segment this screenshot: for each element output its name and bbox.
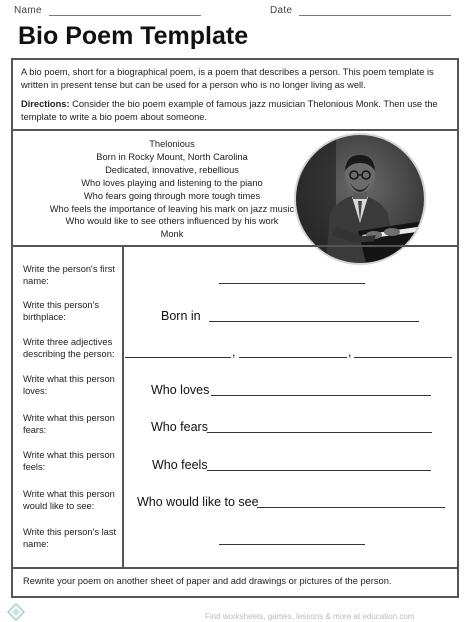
prompt-birthplace: Write this person's birthplace: bbox=[23, 300, 100, 322]
feels-lead: Who feels bbox=[152, 458, 208, 472]
intro-section bbox=[21, 66, 449, 130]
prompt-first-name: Write the person's first name: bbox=[23, 264, 116, 286]
column-divider bbox=[122, 246, 124, 568]
example-line: Who fears going through more tough times bbox=[83, 190, 261, 201]
feels-line[interactable] bbox=[207, 470, 431, 471]
name-line[interactable] bbox=[49, 6, 201, 16]
would-like-line[interactable] bbox=[257, 507, 445, 508]
example-line: Thelonious bbox=[149, 139, 195, 149]
prompt-feels: Write what this person feels: bbox=[23, 450, 115, 472]
example-line: Who would like to see others influenced by his work bbox=[65, 216, 279, 227]
first-name-line[interactable] bbox=[219, 283, 365, 284]
prompt-loves: Write what this person loves: bbox=[23, 374, 115, 396]
directions-label: Directions: bbox=[21, 99, 70, 109]
example-line: Who feels the importance of leaving his mark on jazz music bbox=[49, 203, 295, 214]
education-logo-icon bbox=[6, 602, 26, 622]
adjective-line-2[interactable] bbox=[239, 357, 347, 358]
example-line: Who loves playing and listening to the piano bbox=[81, 177, 263, 188]
fears-line[interactable] bbox=[207, 432, 432, 433]
example-line: Dedicated, innovative, rebellious bbox=[105, 164, 239, 175]
prompt-adjectives: Write three adjectives describing the person: bbox=[23, 337, 115, 359]
name-label: Name bbox=[14, 5, 42, 16]
directions-text: Consider the bio poem example of famous jazz musician Thelonious Monk. Then use the template to write a bio poem about someone. bbox=[21, 99, 438, 122]
example-line: Monk bbox=[160, 229, 184, 240]
site-credit: Find worksheets, games, lessons & more at education.com bbox=[205, 612, 415, 621]
footer-instructions: Rewrite your poem on another sheet of paper and add drawings or pictures of the person. bbox=[23, 576, 392, 586]
adjective-comma-2: , bbox=[348, 345, 352, 359]
date-field[interactable] bbox=[270, 5, 451, 16]
adjective-comma-1: , bbox=[232, 345, 236, 359]
last-name-line[interactable] bbox=[219, 544, 365, 545]
intro-divider bbox=[13, 129, 457, 131]
loves-line[interactable] bbox=[211, 395, 431, 396]
loves-row bbox=[151, 383, 209, 397]
example-divider bbox=[13, 245, 457, 247]
prompt-last-name: Write this person's last name: bbox=[23, 527, 117, 549]
musician-photo bbox=[296, 135, 424, 263]
example-line: Born in Rocky Mount, North Carolina bbox=[96, 151, 248, 162]
name-field[interactable] bbox=[14, 5, 201, 16]
birthplace-row bbox=[161, 309, 201, 323]
example-poem bbox=[13, 138, 331, 241]
loves-lead: Who loves bbox=[151, 383, 210, 397]
fears-row bbox=[151, 420, 208, 434]
footer-divider bbox=[13, 567, 457, 569]
prompt-would-like: Write what this person would like to see: bbox=[23, 489, 115, 511]
intro-directions bbox=[21, 98, 449, 123]
date-label: Date bbox=[270, 5, 293, 16]
page-title: Bio Poem Template bbox=[18, 22, 249, 50]
date-line[interactable] bbox=[299, 6, 451, 16]
worksheet-box bbox=[11, 58, 459, 598]
feels-row bbox=[152, 458, 208, 472]
adjective-line-1[interactable] bbox=[125, 357, 231, 358]
would-like-row bbox=[137, 495, 259, 509]
photo-illustration bbox=[296, 135, 424, 263]
intro-description: A bio poem, short for a biographical poem, is a poem that describes a person. This poem template is written in present tense but can be used for a person who is no longer living as well. bbox=[21, 67, 434, 90]
fears-lead: Who fears bbox=[151, 420, 208, 434]
birthplace-lead: Born in bbox=[161, 309, 201, 323]
prompt-fears: Write what this person fears: bbox=[23, 413, 115, 435]
adjective-line-3[interactable] bbox=[354, 357, 452, 358]
would-like-lead: Who would like to see bbox=[137, 495, 259, 509]
birthplace-line[interactable] bbox=[209, 321, 419, 322]
